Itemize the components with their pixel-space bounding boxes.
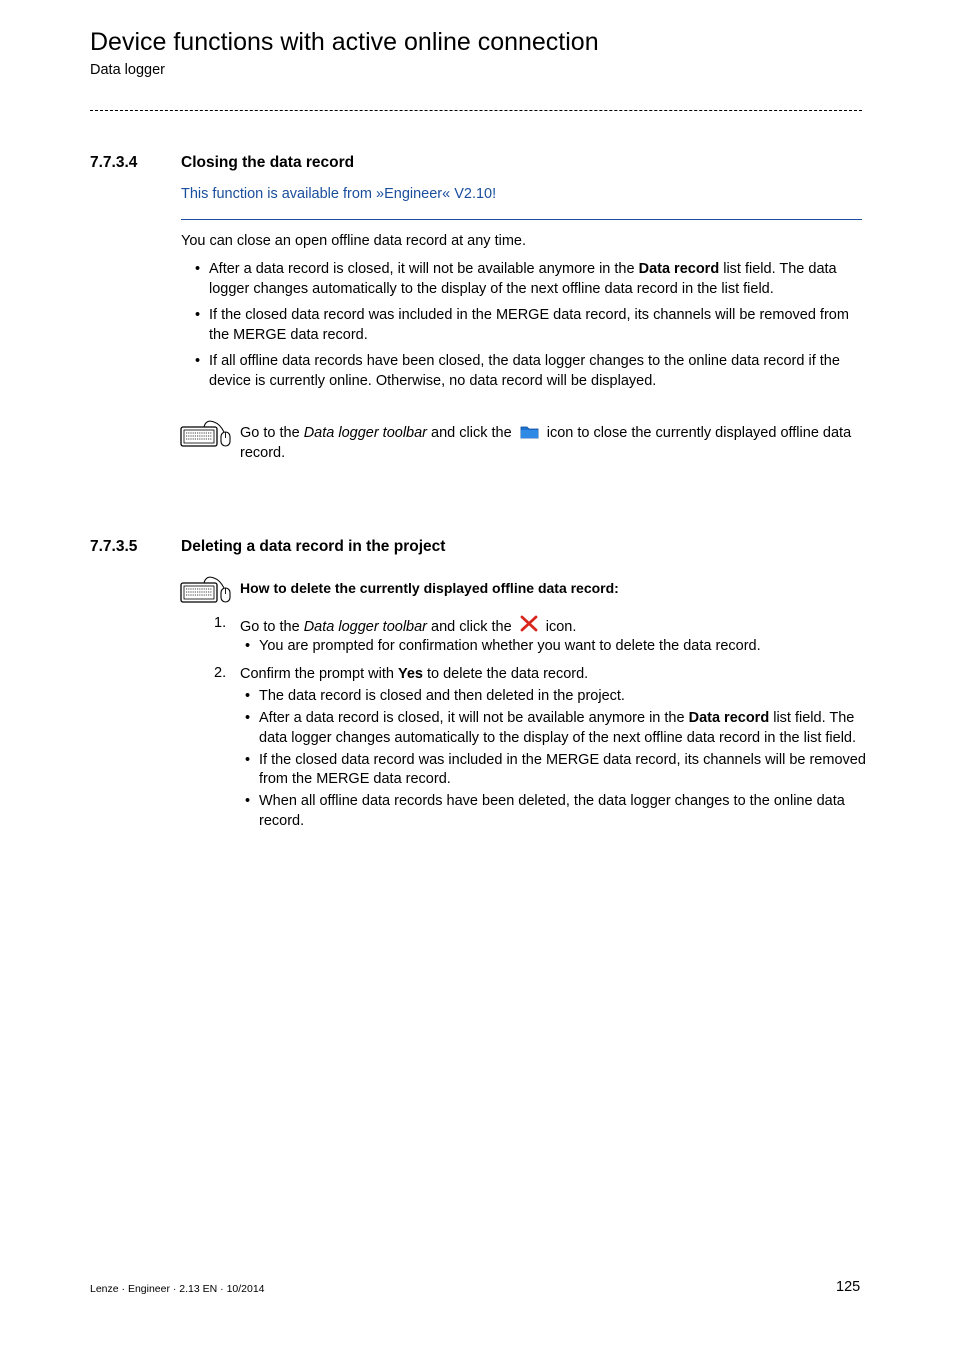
keyboard-mouse-icon	[180, 418, 232, 448]
section-number: 7.7.3.4	[90, 154, 138, 171]
page-subtitle: Data logger	[90, 62, 165, 78]
availability-note: This function is available from »Engineer« V2.10!	[181, 186, 497, 202]
header-divider	[90, 110, 862, 111]
page-title: Device functions with active online connection	[90, 28, 599, 56]
list-item: • If all offline data records have been closed, the data logger changes to the online data record if the device is currently online. Otherwise, no data record will be displayed.	[195, 352, 867, 391]
footer-info: Lenze · Engineer · 2.13 EN · 10/2014	[90, 1283, 265, 1295]
bullet-list	[195, 260, 867, 398]
instruction-part: Go to the	[240, 425, 304, 441]
toolbar-name: Data logger toolbar	[303, 619, 428, 635]
instruction-text	[240, 424, 865, 463]
field-name: Data record	[688, 710, 770, 726]
list-item-text: list field. The data logger changes automatically to the display of the next offline data record in the list field.	[259, 710, 857, 746]
section-number: 7.7.3.5	[90, 538, 138, 555]
page-number: 125	[836, 1279, 861, 1295]
toolbar-name: Data logger toolbar	[303, 425, 428, 441]
step-2-sub-list	[245, 687, 867, 834]
button-name: Yes	[397, 666, 423, 682]
list-item	[245, 709, 867, 748]
availability-divider	[181, 219, 862, 220]
list-item: • When all offline data records have been deleted, the data logger changes to the online data record.	[245, 792, 867, 831]
step-part: to delete the data record.	[422, 666, 589, 682]
howto-heading: How to delete the currently displayed offline data record:	[240, 580, 619, 596]
red-x-icon	[520, 615, 538, 632]
instruction-part: and click the	[427, 425, 516, 441]
step-text	[240, 615, 576, 638]
intro-paragraph: You can close an open offline data record at any time.	[181, 233, 527, 249]
folder-icon	[520, 425, 539, 439]
keyboard-mouse-icon	[180, 574, 232, 604]
step-text	[240, 665, 588, 685]
step-number: 1.	[214, 615, 227, 631]
step-part: Go to the	[240, 619, 304, 635]
instruction-part: icon to close the currently displayed offline data record.	[240, 425, 852, 461]
list-item: • You are prompted for confirmation whether you want to delete the data record.	[245, 637, 867, 657]
section-title: Deleting a data record in the project	[181, 538, 446, 555]
step-number: 2.	[214, 665, 227, 681]
list-item	[195, 260, 867, 299]
step-part: and click the	[427, 619, 516, 635]
field-name: Data record	[638, 261, 720, 277]
step-1-sub-list	[245, 637, 867, 659]
step-part: icon.	[541, 619, 577, 635]
list-item: • If the closed data record was included in the MERGE data record, its channels will be removed from the MERGE data record.	[195, 306, 867, 345]
list-item: • The data record is closed and then deleted in the project.	[245, 687, 867, 707]
step-part: Confirm the prompt with	[240, 666, 398, 682]
list-item-text: After a data record is closed, it will not be available anymore in the	[259, 710, 689, 726]
section-title: Closing the data record	[181, 154, 355, 171]
list-item: • If the closed data record was included in the MERGE data record, its channels will be removed from the MERGE data record.	[245, 751, 867, 790]
list-item-text: After a data record is closed, it will not be available anymore in the	[209, 261, 639, 277]
list-item-text: list field. The data logger changes automatically to the display of the next offline data record in the list field.	[209, 261, 837, 297]
